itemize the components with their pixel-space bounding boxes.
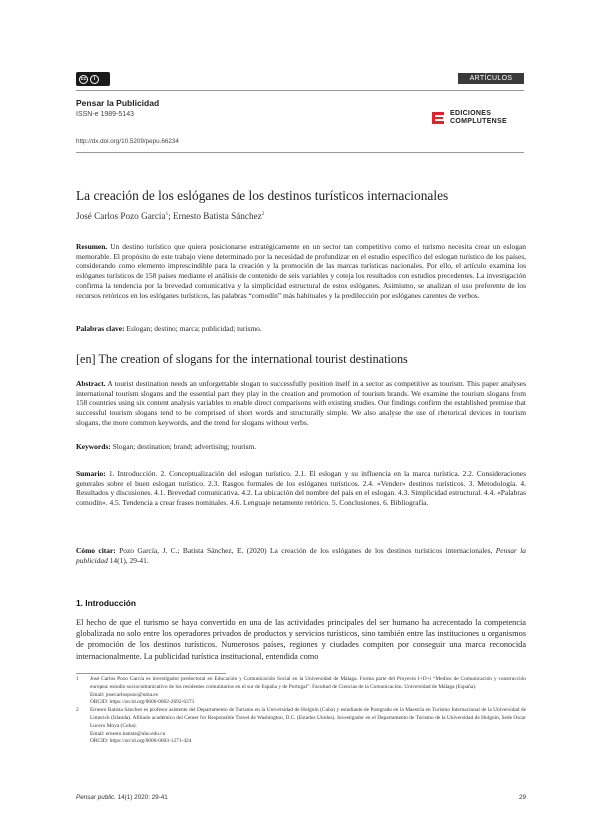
author-2-note[interactable]: 2 [261,211,265,217]
palabras-clave [76,324,526,334]
license-badge[interactable] [76,72,110,86]
citation-journal: Pensar la publicidad [76,546,526,565]
citation-text: Pozo García, J. C.; Batista Sánchez, E. (2020) La creación de los eslóganes de los destinos turísticos internacionales, [115,546,496,555]
footnote [76,676,526,707]
footer-issue: 14(1) 2020: 29-41 [115,794,168,801]
sumario [76,469,526,508]
author-separator: ; [168,211,173,221]
authors [76,211,526,221]
issn: ISSN-e 1989-5143 [76,111,134,118]
author-2: Ernesto Batista Sánchez [172,211,262,221]
section-label: ARTÍCULOS [458,73,524,84]
author-1-note[interactable]: 1 [165,211,169,217]
citation-tail: 14(1), 29-41. [107,555,149,565]
header-rule-top [76,90,524,91]
footnote-email[interactable]: Email: ernesto.batista@uho.edu.cu [90,730,166,737]
sumario-text: 1. Introducción. 2. Conceptualización del eslogan turístico. 2.1. El eslogan y su influencia en la marca turística. 2.2. Consideraciones generales sobre el buen eslogan turístico. 2.3. Rasgos formales de los eslóganes turísticos. 2.4. «Vender» destinos turísticos. 3. Metodología. 4. Resultados y discusiones. 4.1. Brevedad comunicativa. 4.2. La ubicación del nombre del país en el eslogan. 4.3. Simplicidad estructural. 4.4. «Palabras comodín». 4.5. Tendencia a crear frases nominales. 4.6. Lenguaje netamente retórico. 5. Conclusiones. 6. Bibliografía. [76,469,526,508]
page-number: 29 [518,794,526,801]
footnote-number: 2 [76,707,79,714]
footer-journal: Pensar public. [76,794,116,801]
journal-title: Pensar la Publicidad [76,98,160,108]
section-heading-intro: 1. Introducción [76,598,137,608]
intro-text: El hecho de que el turismo se haya convertido en una de las actividades principales del ser humano ha acrecentado la competencia globalizada no solo entre los operadores privados de productos y servicios turísticos, sino también entre las instituciones u organismos de promoción de los destinos turísticos. Numerosos países, regiones y ciudades compiten por conseguir una marca reconocida internacionalmente. La publicidad turística institucional, entendida como [76,618,526,661]
page-footer [76,794,168,801]
resumen-label: Resumen. [76,242,108,251]
citation-label: Cómo citar: [76,546,116,555]
footnote [76,707,526,746]
footnotes [76,676,526,746]
keywords-label: Keywords: [76,442,111,451]
keywords [76,442,526,452]
cc-icon: cc [80,75,87,82]
sumario-label: Sumario: [76,469,106,478]
palabras-clave-label: Palabras clave: [76,324,125,333]
publisher-line2: COMPLUTENSE [450,118,507,125]
palabras-clave-text: Eslogan; destino; marca; publicidad; turismo. [124,324,262,333]
author-1: José Carlos Pozo García [76,211,166,221]
footnote-text: José Carlos Pozo García es investigador predoctoral en Educación y Comunicación Social en la Universidad de Málaga. Forma parte del Proyecto I+D+i “Medios de Comunicación y construcción europea: estudio sociocomunicativo de los residentes comunitarios en el sur de España y de Portugal”. Facultad de Ciencias de la Comunicación. Universidad de Málaga (España). [90,676,526,690]
resumen-text: Un destino turístico que quiera posicionarse estratégicamente en un sector tan competitivo como el turismo necesita crear un eslogan memorable. El propósito de este trabajo viene determinado por la necesidad de profundizar en el estudio específico del eslogan turístico de los países, considerando como elemento imprescindible para la creación y la promoción de las marcas turísticas nacionales. Por ello, el artículo examina los eslóganes turísticos de 158 países mediante el análisis de contenido de seis variables y coteja los resultados con estudios precedentes. La investigación confirma la tendencia por la brevedad comunicativa y la simplicidad estructural de estos eslóganes. Asimismo, se analizan el uso preferente de los recursos retóricos en los eslóganes turísticos, las palabras “comodín” más habituales y la predilección por eslóganes carentes de verbos. [76,242,526,300]
doi-link[interactable]: http://dx.doi.org/10.5209/pepu.66234 [76,138,179,145]
publisher-logo [431,110,507,126]
header-rule-bottom [76,152,524,153]
publisher-logo-icon [431,111,445,125]
resumen [76,242,526,300]
footnote-orcid[interactable]: ORCID: https://orcid.org/0000-0002-2692-6373 [90,699,195,706]
abstract-label: Abstract. [76,379,106,388]
footnote-text: Ernesto Batista Sánchez es profesor asistente del Departamento de Turismo en la Universidad de Holguín (Cuba) y estudiante de Postgrado en la Maestría en Turismo Internacional de la Universidad de Limerick (Irlanda). Afiliado académico del Center for Responsible Travel de Washington, D.C. (Estados Unidos). Investigador en el Departamento de Turismo de la Universidad de Holguín, Sede Oscar Lucero Moya (Cuba). [90,707,526,729]
footnote-email[interactable]: Email: josecarlospozo@uma.es [90,691,158,698]
article-title: La creación de los eslóganes de los destinos turísticos internacionales [76,188,449,203]
by-icon: i [90,75,99,84]
english-title: [en] The creation of slogans for the international tourist destinations [76,352,408,366]
abstract [76,379,526,428]
footnote-rule [76,673,226,674]
publisher-line1: EDICIONES [450,110,492,117]
footnote-orcid[interactable]: ORCID: https://orcid.org/0000-0003-1271-424 [90,738,192,745]
abstract-text: A tourist destination needs an unforgettable slogan to successfully position itself in a sector as competitive as tourism. This paper analyses international tourism slogans and the essential part they play in the creation and promotion of tourism brands. We examine the tourism slogans from 158 countries using six content analysis variables to enable direct comparisons with existing studies. Our findings confirm the established premise that successful tourism slogans tend to be comprised of short words and structurally simple. We also analyse the use of rhetorical devices in tourism slogans, the more common keywords, and the trend for slogans without verbs. [76,379,526,427]
footnote-number: 1 [76,676,79,682]
keywords-text: Slogan; destination; brand; advertising; tourism. [110,442,257,451]
citation [76,546,526,565]
